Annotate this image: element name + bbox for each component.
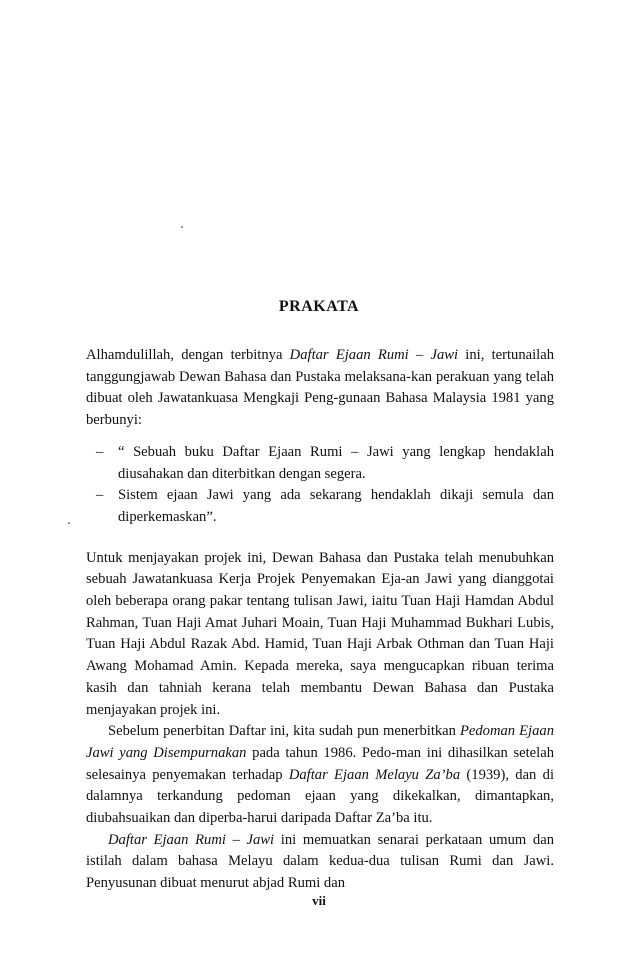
book-title-ref: Daftar Ejaan Rumi – Jawi bbox=[289, 347, 459, 363]
scan-speck bbox=[68, 522, 70, 524]
list-dash: – bbox=[96, 443, 104, 460]
resolution-list bbox=[86, 442, 554, 529]
paragraph-committee: Untuk menjayakan projek ini, Dewan Bahasa dan Pustaka telah menubuhkan sebuah Jawatankuasa Kerja Projek Penyemakan Eja-an Jawi yang dianggotai oleh beberapa orang pakar tentang tulisan Jawi, iaitu Tuan Haji Hamdan Abdul Rahman, Tuan Haji Amat Juhari Moain, Tuan Haji Muhammad Bukhari Lubis, Tuan Haji Abdul Razak Abd. Hamid, Tuan Haji Arbak Othman dan Tuan Haji Awang Mohamad Amin. Kepada mereka, saya mengucapkan ribuan terima kasih dan tahniah kerana telah membantu Dewan Bahasa dan Pustaka menjayakan projek ini. bbox=[86, 549, 554, 718]
book-title-ref: Daftar Ejaan Melayu Za’ba bbox=[288, 766, 461, 783]
list-item: – Sistem ejaan Jawi yang ada sekarang hendaklah dikaji semula dan diperkemaskan”. bbox=[96, 487, 554, 525]
page-heading: PRAKATA bbox=[278, 298, 360, 315]
body-text bbox=[86, 345, 554, 895]
book-title-ref: Pedoman Ejaan Jawi yang Disempurnakan bbox=[86, 723, 554, 761]
book-title-ref: Daftar Ejaan Rumi – Jawi bbox=[108, 831, 275, 848]
page-number: vii bbox=[312, 893, 326, 908]
paragraph-intro: Alhamdulillah, dengan terbitnya Daftar Ejaan Rumi – Jawi ini, tertunailah tanggungjawab Dewan Bahasa dan Pustaka melaksana-kan perakuan yang telah dibuat oleh Jawatankuasa Mengkaji Peng-gunaan Bahasa Malaysia 1981 yang berbunyi: bbox=[86, 347, 554, 429]
paragraph-pedoman: Sebelum penerbitan Daftar ini, kita sudah pun menerbitkan Pedoman Ejaan Jawi yang Disempurnakan pada tahun 1986. Pedo-man ini dihasilkan setelah selesainya penyemakan terhadap Daftar Ejaan Melayu Za’ba (1939), dan di dalamnya terkandung pedoman ejaan yang dikekalkan, dimantapkan, diubahsuaikan dan diperba-harui daripada Daftar Za’ba itu. bbox=[86, 723, 554, 827]
list-item: – “ Sebuah buku Daftar Ejaan Rumi – Jawi yang lengkap hendaklah diusahakan dan diterbitkan dengan segera. bbox=[96, 443, 554, 482]
scan-speck bbox=[181, 226, 183, 228]
list-dash: – bbox=[96, 487, 104, 504]
paragraph-contents: Daftar Ejaan Rumi – Jawi ini memuatkan senarai perkataan umum dan istilah dalam bahasa Melayu dalam kedua-dua tulisan Rumi dan Jawi. Penyusunan dibuat menurut abjad Rumi dan bbox=[86, 831, 554, 892]
